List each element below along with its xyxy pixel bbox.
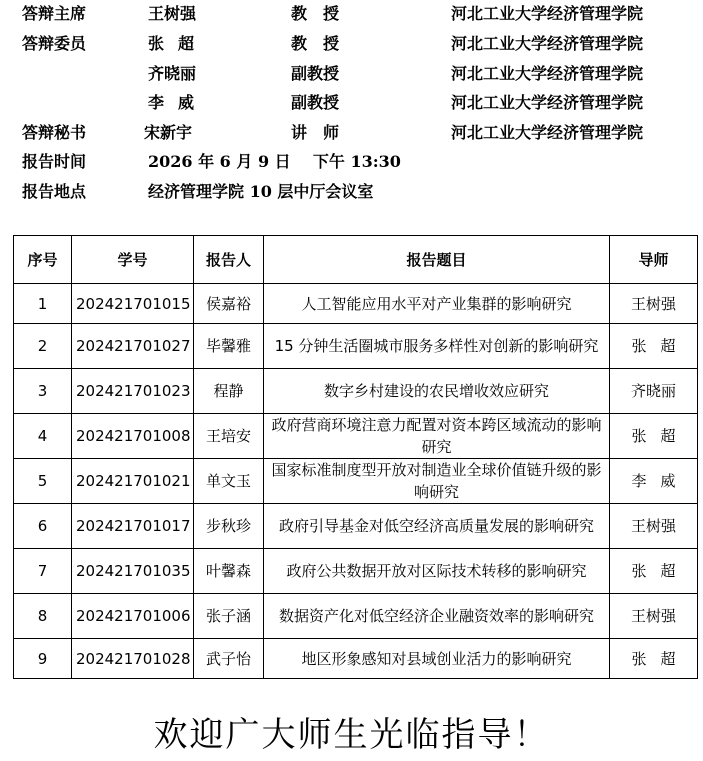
chair-title: 教授 bbox=[291, 4, 356, 23]
member-name: 张超 bbox=[148, 34, 209, 53]
member-row-3 bbox=[0, 92, 703, 114]
member-row-2 bbox=[0, 63, 703, 85]
member-name: 李威 bbox=[148, 93, 209, 112]
cell-reporter: 武子怡 bbox=[194, 639, 264, 679]
member-org: 河北工业大学经济管理学院 bbox=[451, 64, 644, 83]
cell-id: 202421701027 bbox=[72, 324, 194, 369]
table-header-row bbox=[14, 236, 698, 284]
secretary-role-label: 答辩秘书 bbox=[22, 123, 87, 142]
members-role-label: 答辩委员 bbox=[22, 34, 87, 53]
cell-id: 202421701023 bbox=[72, 369, 194, 414]
header-id: 学号 bbox=[72, 236, 194, 284]
secretary-row bbox=[0, 122, 703, 144]
member-org: 河北工业大学经济管理学院 bbox=[451, 34, 644, 53]
cell-no: 7 bbox=[14, 549, 72, 594]
cell-topic: 政府引导基金对低空经济高质量发展的影响研究 bbox=[264, 504, 610, 549]
table-row bbox=[14, 414, 698, 459]
cell-id: 202421701006 bbox=[72, 594, 194, 639]
cell-advisor: 齐晓丽 bbox=[610, 369, 698, 414]
secretary-name: 宋新宇 bbox=[144, 123, 193, 142]
cell-advisor: 张超 bbox=[610, 639, 698, 679]
time-value: 2026 年 6 月 9 日 下午 13:30 bbox=[148, 152, 401, 171]
cell-reporter: 王培安 bbox=[194, 414, 264, 459]
cell-advisor: 王树强 bbox=[610, 594, 698, 639]
header-no: 序号 bbox=[14, 236, 72, 284]
cell-no: 1 bbox=[14, 284, 72, 324]
member-title: 教授 bbox=[291, 34, 356, 53]
cell-topic: 地区形象感知对县域创业活力的影响研究 bbox=[264, 639, 610, 679]
cell-reporter: 毕馨雅 bbox=[194, 324, 264, 369]
secretary-title: 讲师 bbox=[291, 123, 356, 142]
secretary-org: 河北工业大学经济管理学院 bbox=[451, 123, 644, 142]
table-row bbox=[14, 594, 698, 639]
cell-topic: 数据资产化对低空经济企业融资效率的影响研究 bbox=[264, 594, 610, 639]
cell-id: 202421701015 bbox=[72, 284, 194, 324]
cell-topic: 15 分钟生活圈城市服务多样性对创新的影响研究 bbox=[264, 324, 610, 369]
cell-id: 202421701017 bbox=[72, 504, 194, 549]
place-value: 经济管理学院 10 层中厅会议室 bbox=[148, 182, 374, 201]
table-row bbox=[14, 504, 698, 549]
cell-topic: 政府营商环境注意力配置对资本跨区域流动的影响研究 bbox=[264, 414, 610, 459]
cell-advisor: 张超 bbox=[610, 414, 698, 459]
chair-row bbox=[0, 3, 703, 25]
schedule-table bbox=[13, 235, 698, 679]
member-row-1 bbox=[0, 33, 703, 55]
cell-topic: 人工智能应用水平对产业集群的影响研究 bbox=[264, 284, 610, 324]
table-row bbox=[14, 324, 698, 369]
chair-org: 河北工业大学经济管理学院 bbox=[451, 4, 644, 23]
cell-advisor: 张超 bbox=[610, 324, 698, 369]
cell-no: 3 bbox=[14, 369, 72, 414]
table-row bbox=[14, 284, 698, 324]
member-title: 副教授 bbox=[291, 93, 340, 112]
cell-reporter: 程静 bbox=[194, 369, 264, 414]
cell-id: 202421701021 bbox=[72, 459, 194, 504]
header-topic: 报告题目 bbox=[264, 236, 610, 284]
cell-advisor: 王树强 bbox=[610, 284, 698, 324]
cell-topic: 国家标准制度型开放对制造业全球价值链升级的影响研究 bbox=[264, 459, 610, 504]
cell-reporter: 叶馨森 bbox=[194, 549, 264, 594]
table-row bbox=[14, 639, 698, 679]
cell-reporter: 单文玉 bbox=[194, 459, 264, 504]
cell-id: 202421701028 bbox=[72, 639, 194, 679]
member-title: 副教授 bbox=[291, 64, 340, 83]
cell-id: 202421701035 bbox=[72, 549, 194, 594]
cell-no: 5 bbox=[14, 459, 72, 504]
place-label: 报告地点 bbox=[22, 182, 87, 201]
cell-id: 202421701008 bbox=[72, 414, 194, 459]
cell-advisor: 王树强 bbox=[610, 504, 698, 549]
cell-advisor: 张超 bbox=[610, 549, 698, 594]
table-row bbox=[14, 369, 698, 414]
cell-reporter: 步秋珍 bbox=[194, 504, 264, 549]
cell-no: 9 bbox=[14, 639, 72, 679]
time-label: 报告时间 bbox=[22, 152, 87, 171]
table-row bbox=[14, 459, 698, 504]
table-row bbox=[14, 549, 698, 594]
chair-name: 王树强 bbox=[148, 4, 197, 23]
header-reporter: 报告人 bbox=[194, 236, 264, 284]
member-org: 河北工业大学经济管理学院 bbox=[451, 93, 644, 112]
cell-topic: 政府公共数据开放对区际技术转移的影响研究 bbox=[264, 549, 610, 594]
cell-reporter: 侯嘉裕 bbox=[194, 284, 264, 324]
time-row bbox=[0, 151, 703, 173]
cell-no: 4 bbox=[14, 414, 72, 459]
closing-message: 欢迎广大师生光临指导！ bbox=[153, 715, 550, 755]
cell-no: 2 bbox=[14, 324, 72, 369]
cell-no: 8 bbox=[14, 594, 72, 639]
cell-topic: 数字乡村建设的农民增收效应研究 bbox=[264, 369, 610, 414]
cell-advisor: 李威 bbox=[610, 459, 698, 504]
chair-role-label: 答辩主席 bbox=[22, 4, 87, 23]
header-advisor: 导师 bbox=[610, 236, 698, 284]
place-row bbox=[0, 181, 703, 203]
cell-no: 6 bbox=[14, 504, 72, 549]
member-name: 齐晓丽 bbox=[148, 64, 197, 83]
cell-reporter: 张子涵 bbox=[194, 594, 264, 639]
